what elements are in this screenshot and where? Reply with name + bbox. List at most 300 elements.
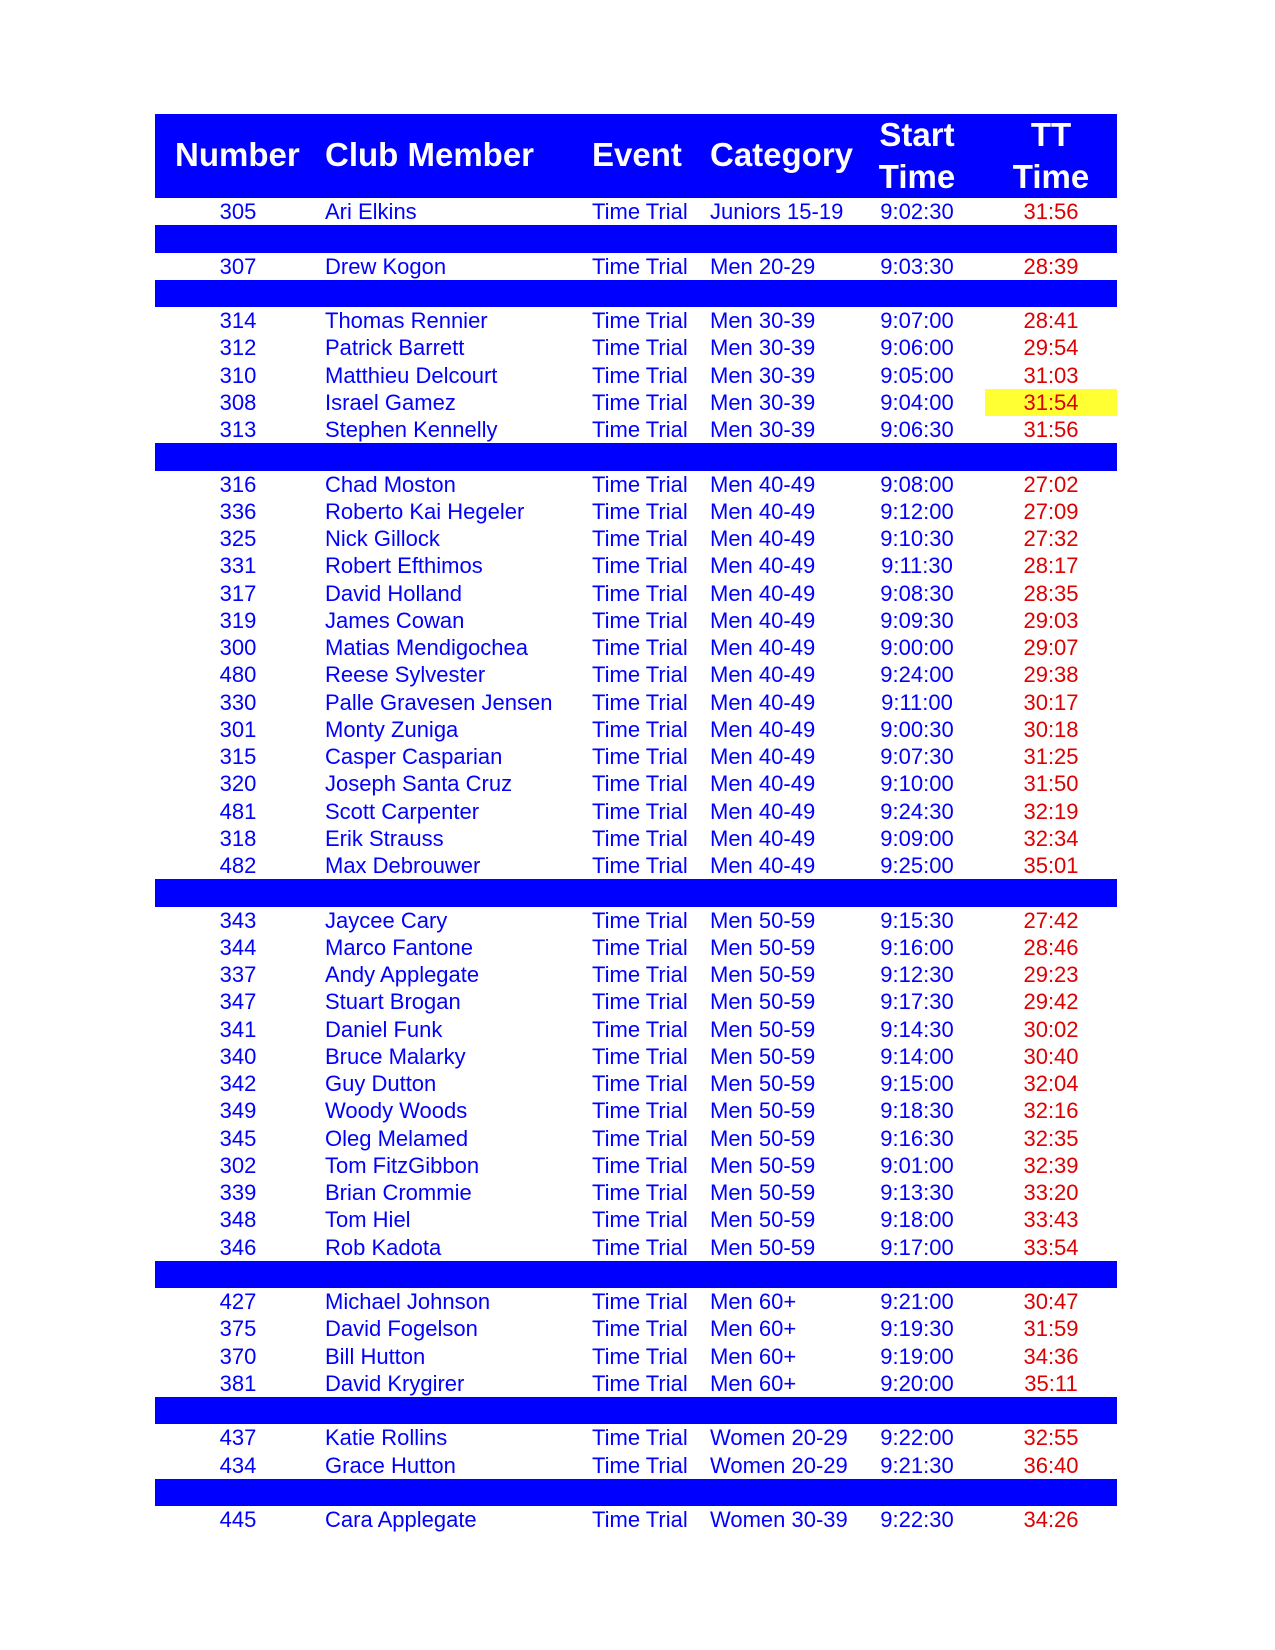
tt-time: 36:40 [1023,1452,1079,1478]
club-member-name: David Krygirer [325,1370,465,1396]
table-row [155,416,1117,443]
category-separator [155,280,1117,307]
category-name: Men 50-59 [710,1016,816,1042]
category-separator [155,1397,1117,1424]
club-member-name: Max Debrouwer [325,853,481,878]
table-row [155,798,1117,825]
tt-time: 29:38 [1023,662,1079,688]
club-member-name: Scott Carpenter [325,798,480,824]
event-name: Time Trial [592,1289,688,1314]
event-name: Time Trial [592,1071,688,1096]
table-row [155,1343,1117,1370]
category-name: Men 40-49 [710,825,816,851]
event-name: Time Trial [592,934,688,960]
event-name: Time Trial [592,389,688,415]
start-time: 9:15:00 [880,1071,954,1096]
event-name: Time Trial [592,1452,688,1478]
table-row [155,1152,1117,1179]
start-time: 9:05:00 [880,362,954,388]
start-time: 9:17:30 [880,989,954,1015]
start-time: 9:06:00 [880,335,954,361]
start-time: 9:14:00 [880,1043,954,1069]
category-name: Men 50-59 [710,1098,816,1124]
header-tt-line1: TT [1030,116,1072,153]
rider-number: 315 [219,744,257,769]
category-name: Men 40-49 [710,471,816,497]
tt-time: 32:04 [1023,1071,1079,1096]
rider-number: 325 [219,526,257,551]
club-member-name: Thomas Rennier [325,308,488,333]
start-time: 9:13:30 [880,1180,954,1205]
table-row [155,1179,1117,1206]
rider-number: 308 [219,389,257,415]
club-member-name: James Cowan [325,607,465,633]
start-time: 9:03:30 [880,253,954,279]
club-member-name: Andy Applegate [325,962,480,987]
start-time: 9:04:00 [880,389,954,415]
event-name: Time Trial [592,1370,688,1396]
start-time: 9:21:30 [880,1452,954,1478]
start-time: 9:12:00 [880,498,954,524]
start-time: 9:11:30 [881,553,953,579]
club-member-name: Joseph Santa Cruz [325,771,513,797]
club-member-name: Bruce Malarky [325,1043,466,1069]
category-name: Men 40-49 [710,580,816,606]
club-member-name: Robert Efthimos [325,553,483,579]
club-member-name: Brian Crommie [325,1180,472,1205]
rider-number: 314 [219,308,257,333]
rider-number: 345 [219,1125,257,1151]
club-member-name: Oleg Melamed [325,1125,469,1151]
tt-time: 27:09 [1023,498,1079,524]
start-time: 9:18:30 [880,1098,954,1124]
club-member-name: Jaycee Cary [325,907,448,933]
category-name: Men 30-39 [710,308,816,333]
event-name: Time Trial [592,417,688,442]
table-row [155,907,1117,934]
event-name: Time Trial [592,962,688,987]
club-member-name: Stephen Kennelly [325,417,498,442]
start-time: 9:06:30 [880,417,954,442]
event-name: Time Trial [592,689,688,715]
category-name: Men 50-59 [710,934,816,960]
tt-time: 33:54 [1023,1234,1079,1260]
club-member-name: David Holland [325,580,462,606]
category-name: Men 40-49 [710,526,816,551]
club-member-name: Woody Woods [325,1098,468,1124]
rider-number: 340 [219,1043,257,1069]
start-time: 9:18:00 [880,1207,954,1233]
event-name: Time Trial [592,1043,688,1069]
tt-time: 33:43 [1023,1207,1079,1233]
table-row [155,525,1117,552]
rider-number: 347 [219,989,257,1015]
start-time: 9:25:00 [880,853,954,878]
event-name: Time Trial [592,471,688,497]
table-row [155,961,1117,988]
category-separator [155,1479,1117,1506]
table-row [155,634,1117,661]
club-member-name: Matthieu Delcourt [325,362,498,388]
table-row [155,1234,1117,1261]
rider-number: 346 [219,1234,257,1260]
rider-number: 320 [219,771,257,797]
header-category: Category [710,136,854,173]
rider-number: 341 [219,1016,257,1042]
start-time: 9:19:30 [880,1316,954,1342]
header-number: Number [175,136,300,173]
club-member-name: Monty Zuniga [325,716,459,742]
table-row [155,661,1117,688]
header-tt-time [985,114,1117,198]
tt-time: 31:56 [1023,199,1079,224]
table-row [155,471,1117,498]
table-row [155,1370,1117,1397]
start-time: 9:11:00 [881,689,953,715]
event-name: Time Trial [592,362,688,388]
results-sheet [155,114,1117,1533]
rider-number: 349 [219,1098,257,1124]
event-name: Time Trial [592,308,688,333]
event-name: Time Trial [592,1343,688,1369]
tt-time: 27:02 [1023,471,1079,497]
category-name: Men 60+ [710,1316,797,1342]
start-time: 9:07:00 [880,308,954,333]
table-row [155,825,1117,852]
club-member-name: Casper Casparian [325,744,503,769]
table-row [155,1452,1117,1479]
category-name: Men 50-59 [710,907,816,933]
event-name: Time Trial [592,716,688,742]
tt-time: 35:11 [1024,1370,1078,1396]
club-member-name: Patrick Barrett [325,335,465,361]
rider-number: 337 [219,962,257,987]
category-name: Men 60+ [710,1370,797,1396]
start-time: 9:08:30 [880,580,954,606]
category-name: Men 40-49 [710,498,816,524]
category-name: Men 40-49 [710,662,816,688]
tt-time: 28:35 [1023,580,1079,606]
category-name: Men 30-39 [710,417,816,442]
table-row [155,1097,1117,1124]
club-member-name: Cara Applegate [325,1507,477,1532]
table-row [155,389,1117,416]
start-time: 9:21:00 [880,1289,954,1314]
rider-number: 319 [219,607,257,633]
rider-number: 482 [219,853,257,878]
table-row [155,1016,1117,1043]
start-time: 9:16:00 [880,934,954,960]
category-name: Women 20-29 [710,1425,848,1451]
event-name: Time Trial [592,771,688,797]
tt-time: 31:50 [1023,771,1079,797]
event-name: Time Trial [592,1152,688,1178]
start-time: 9:07:30 [880,744,954,769]
start-time: 9:10:00 [880,771,954,797]
category-name: Men 40-49 [710,553,816,579]
category-name: Juniors 15-19 [710,199,844,224]
category-name: Men 40-49 [710,744,816,769]
start-time: 9:00:00 [880,635,954,660]
event-name: Time Trial [592,335,688,361]
table-row [155,1070,1117,1097]
rider-number: 381 [219,1370,257,1396]
category-name: Men 30-39 [710,389,816,415]
rider-number: 445 [219,1507,257,1532]
category-name: Men 60+ [710,1343,797,1369]
rider-number: 375 [219,1316,257,1342]
header-tt-line2: Time [1012,158,1090,195]
category-name: Men 50-59 [710,1207,816,1233]
category-name: Men 40-49 [710,853,816,878]
category-name: Men 30-39 [710,362,816,388]
event-name: Time Trial [592,853,688,878]
tt-time: 29:07 [1023,635,1079,660]
tt-time: 27:42 [1023,907,1079,933]
category-name: Men 40-49 [710,607,816,633]
table-row [155,1506,1117,1533]
header-band [155,114,1117,198]
table-row [155,1288,1117,1315]
club-member-name: Ari Elkins [325,199,417,224]
header-event: Event [592,136,682,173]
rider-number: 336 [219,498,257,524]
rider-number: 330 [219,689,257,715]
rider-number: 313 [219,417,257,442]
start-time: 9:24:00 [880,662,954,688]
club-member-name: Israel Gamez [325,389,456,415]
category-separator [155,225,1117,252]
category-name: Men 20-29 [710,253,816,279]
start-time: 9:00:30 [880,716,954,742]
club-member-name: Erik Strauss [325,825,444,851]
club-member-name: Katie Rollins [325,1425,448,1451]
event-name: Time Trial [592,1016,688,1042]
club-member-name: Daniel Funk [325,1016,443,1042]
event-name: Time Trial [592,1507,688,1532]
event-name: Time Trial [592,199,688,224]
table-row [155,307,1117,334]
club-member-name: Roberto Kai Hegeler [325,498,525,524]
table-row [155,716,1117,743]
table-row [155,689,1117,716]
tt-time: 35:01 [1023,853,1079,878]
event-name: Time Trial [592,1425,688,1451]
tt-time: 31:25 [1023,744,1079,769]
event-name: Time Trial [592,253,688,279]
club-member-name: Michael Johnson [325,1289,491,1314]
club-member-name: Guy Dutton [325,1071,437,1096]
rider-number: 312 [219,335,257,361]
tt-time: 34:26 [1023,1507,1079,1532]
category-name: Women 30-39 [710,1507,848,1532]
rider-number: 343 [219,907,257,933]
event-name: Time Trial [592,1234,688,1260]
start-time: 9:09:00 [880,825,954,851]
tt-time: 27:32 [1023,526,1079,551]
rider-number: 481 [219,798,257,824]
rider-number: 318 [219,825,257,851]
header-start-line2: Time [878,158,956,195]
club-member-name: Marco Fantone [325,934,473,960]
table-row [155,1424,1117,1451]
header-start-time [855,114,979,198]
tt-time: 29:03 [1023,607,1079,633]
club-member-name: Drew Kogon [325,253,447,279]
category-separator [155,443,1117,470]
tt-time: 30:02 [1023,1016,1079,1042]
tt-time: 29:42 [1023,989,1079,1015]
category-name: Men 50-59 [710,1180,816,1205]
category-name: Men 40-49 [710,689,816,715]
tt-time: 28:41 [1023,308,1079,333]
start-time: 9:16:30 [880,1125,954,1151]
table-row [155,552,1117,579]
category-name: Women 20-29 [710,1452,848,1478]
club-member-name: Tom FitzGibbon [325,1152,480,1178]
event-name: Time Trial [592,825,688,851]
event-name: Time Trial [592,1125,688,1151]
event-name: Time Trial [592,662,688,688]
header-club-member: Club Member [325,136,535,173]
category-name: Men 50-59 [710,1043,816,1069]
start-time: 9:20:00 [880,1370,954,1396]
rider-number: 437 [219,1425,257,1451]
rider-number: 310 [219,362,257,388]
event-name: Time Trial [592,526,688,551]
table-row [155,852,1117,879]
start-time: 9:08:00 [880,471,954,497]
event-name: Time Trial [592,553,688,579]
club-member-name: Rob Kadota [325,1234,442,1260]
tt-time: 34:36 [1023,1343,1079,1369]
rider-number: 331 [219,553,257,579]
category-name: Men 50-59 [710,962,816,987]
rider-number: 302 [219,1152,257,1178]
tt-time: 30:18 [1023,716,1079,742]
start-time: 9:12:30 [880,962,954,987]
table-row [155,198,1117,225]
event-name: Time Trial [592,1207,688,1233]
tt-time: 32:39 [1023,1152,1079,1178]
tt-time: 31:54 [985,389,1117,416]
club-member-name: Reese Sylvester [325,662,486,688]
event-name: Time Trial [592,744,688,769]
event-name: Time Trial [592,498,688,524]
table-row [155,1125,1117,1152]
club-member-name: Tom Hiel [325,1207,411,1233]
results-body [155,198,1117,1533]
tt-time: 31:56 [1023,417,1079,442]
category-name: Men 40-49 [710,798,816,824]
tt-time: 32:16 [1023,1098,1079,1124]
start-time: 9:14:30 [880,1016,954,1042]
category-name: Men 40-49 [710,771,816,797]
tt-time: 28:46 [1023,934,1079,960]
category-name: Men 50-59 [710,989,816,1015]
club-member-name: David Fogelson [325,1316,478,1342]
club-member-name: Stuart Brogan [325,989,461,1015]
rider-number: 370 [219,1343,257,1369]
rider-number: 480 [219,662,257,688]
tt-time: 32:19 [1023,798,1079,824]
rider-number: 316 [219,471,257,497]
tt-time: 28:39 [1023,253,1079,279]
tt-time: 32:34 [1023,825,1079,851]
table-row [155,988,1117,1015]
tt-time: 30:47 [1023,1289,1079,1314]
club-member-name: Bill Hutton [325,1343,426,1369]
tt-time: 31:03 [1023,362,1079,388]
event-name: Time Trial [592,1180,688,1205]
category-name: Men 50-59 [710,1234,816,1260]
event-name: Time Trial [592,798,688,824]
tt-time: 28:17 [1023,553,1079,579]
event-name: Time Trial [592,580,688,606]
tt-time: 31:59 [1023,1316,1079,1342]
rider-number: 300 [219,635,257,660]
rider-number: 344 [219,934,257,960]
rider-number: 301 [219,716,257,742]
rider-number: 348 [219,1207,257,1233]
tt-time: 29:23 [1023,962,1079,987]
club-member-name: Nick Gillock [325,526,440,551]
start-time: 9:19:00 [880,1343,954,1369]
start-time: 9:24:30 [880,798,954,824]
category-name: Men 60+ [710,1289,797,1314]
club-member-name: Chad Moston [325,471,456,497]
club-member-name: Grace Hutton [325,1452,456,1478]
table-row [155,1206,1117,1233]
table-row [155,934,1117,961]
event-name: Time Trial [592,1098,688,1124]
tt-time: 30:17 [1023,689,1079,715]
table-row [155,580,1117,607]
event-name: Time Trial [592,989,688,1015]
rider-number: 339 [219,1180,257,1205]
table-row [155,334,1117,361]
start-time: 9:10:30 [880,526,954,551]
rider-number: 317 [219,580,257,606]
table-row [155,607,1117,634]
table-row [155,498,1117,525]
rider-number: 307 [219,253,257,279]
start-time: 9:17:00 [880,1234,954,1260]
category-separator [155,1261,1117,1288]
club-member-name: Palle Gravesen Jensen [325,689,553,715]
start-time: 9:02:30 [880,199,954,224]
tt-time: 33:20 [1023,1180,1079,1205]
table-row [155,362,1117,389]
start-time: 9:01:00 [880,1152,954,1178]
tt-time: 30:40 [1023,1043,1079,1069]
start-time: 9:09:30 [880,607,954,633]
rider-number: 305 [219,199,257,224]
tt-time: 29:54 [1023,335,1079,361]
table-row [155,743,1117,770]
category-name: Men 40-49 [710,716,816,742]
table-row [155,253,1117,280]
category-name: Men 50-59 [710,1071,816,1096]
start-time: 9:15:30 [880,907,954,933]
event-name: Time Trial [592,607,688,633]
rider-number: 427 [219,1289,257,1314]
category-name: Men 40-49 [710,635,816,660]
table-row [155,1315,1117,1342]
event-name: Time Trial [592,1316,688,1342]
category-separator [155,879,1117,906]
header-start-line1: Start [879,116,955,153]
